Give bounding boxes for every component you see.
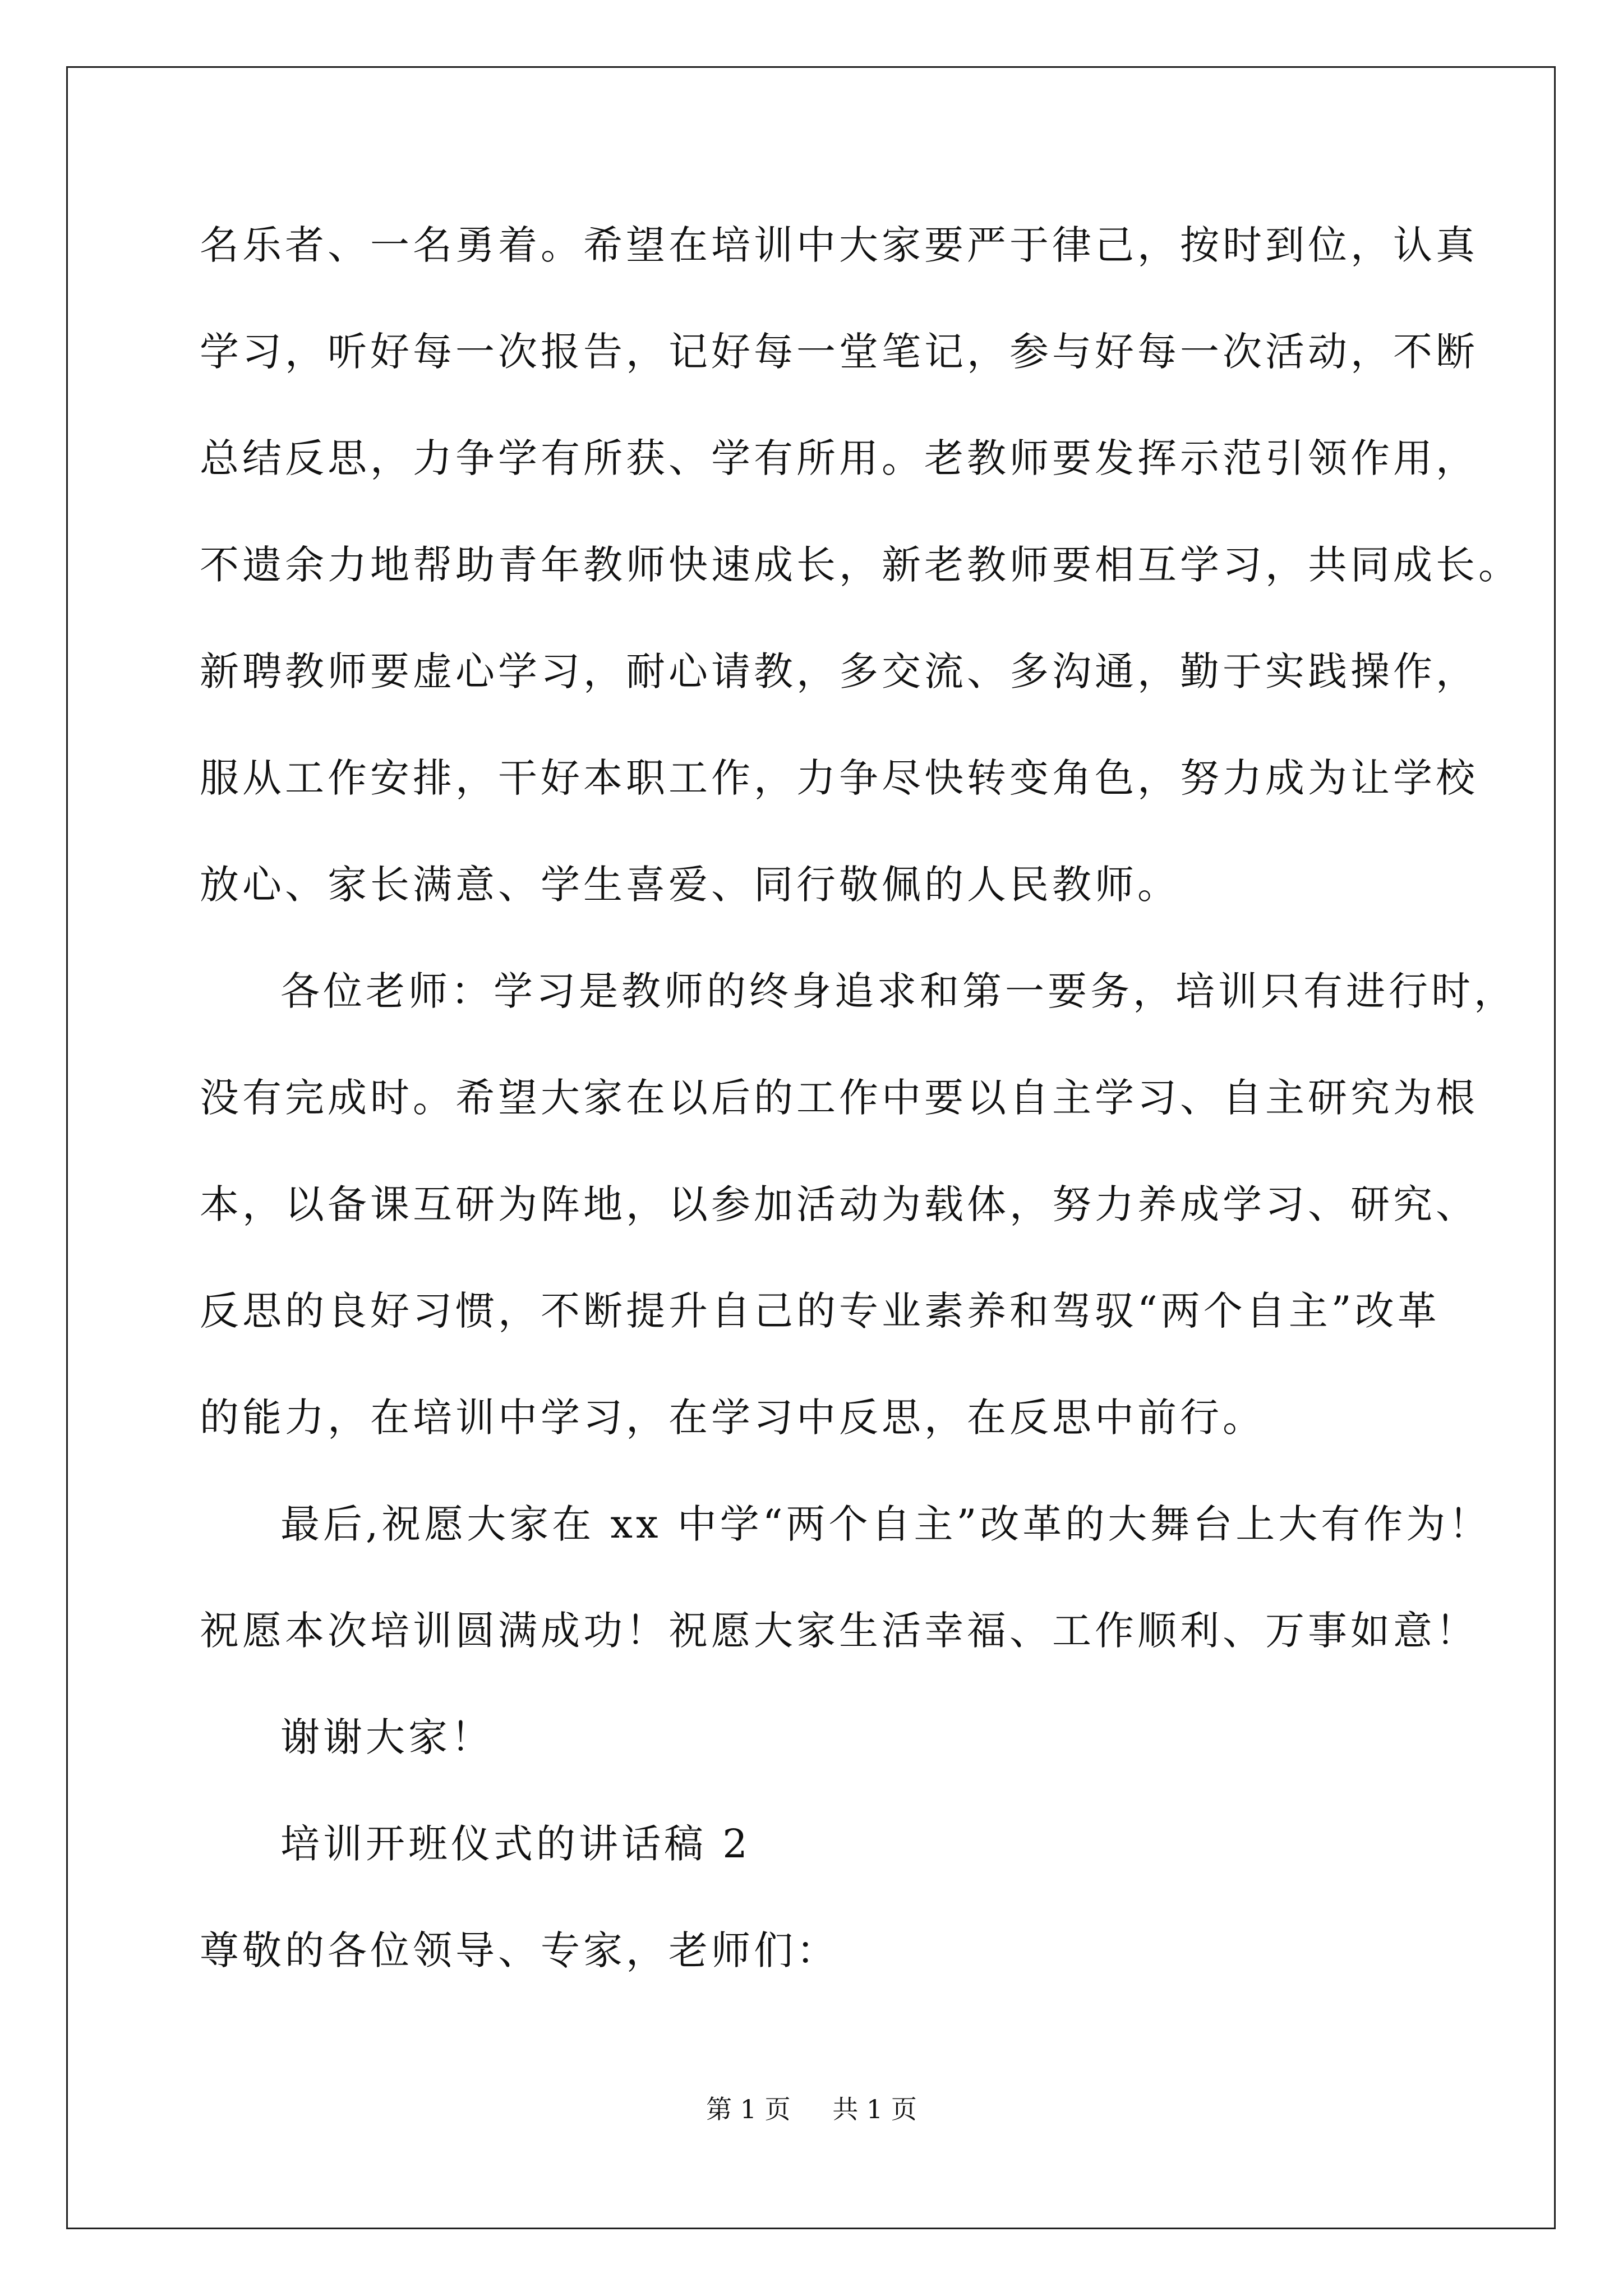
page-total: 共 1 页 xyxy=(832,2094,917,2124)
document-body xyxy=(200,214,1521,2026)
text-line: 名乐者、一名勇着。希望在培训中大家要严于律己，按时到位，认真 xyxy=(200,222,1478,268)
text-line: 本，以备课互研为阵地，以参加活动为载体，努力养成学习、研究、 xyxy=(200,1181,1478,1227)
salutation-line: 尊敬的各位领导、专家，老师们： xyxy=(200,1927,839,1973)
text-line: 新聘教师要虚心学习，耐心请教，多交流、多沟通，勤于实践操作， xyxy=(200,648,1478,694)
text-line: 最后,祝愿大家在 xx 中学“两个自主”改革的大舞台上大有作为！ xyxy=(280,1501,1492,1547)
text-line: 放心、家长满意、学生喜爱、同行敬佩的人民教师。 xyxy=(200,862,1180,908)
text-line: 不遗余力地帮助青年教师快速成长，新老教师要相互学习，共同成长。 xyxy=(200,542,1521,588)
text-line: 学习，听好每一次报告，记好每一堂笔记，参与好每一次活动，不断 xyxy=(200,329,1478,375)
page-number: 第 1 页 xyxy=(706,2094,791,2124)
text-line: 的能力，在培训中学习，在学习中反思，在反思中前行。 xyxy=(200,1395,1265,1441)
text-line: 服从工作安排，干好本职工作，力争尽快转变角色，努力成为让学校 xyxy=(200,755,1478,801)
text-line: 没有完成时。希望大家在以后的工作中要以自主学习、自主研究为根 xyxy=(200,1075,1478,1121)
text-line: 谢谢大家！ xyxy=(280,1714,494,1760)
page-footer xyxy=(0,2092,1623,2126)
text-line: 各位老师：学习是教师的终身追求和第一要务，培训只有进行时， xyxy=(280,968,1516,1014)
text-line: 总结反思，力争学有所获、学有所用。老教师要发挥示范引领作用， xyxy=(200,435,1478,481)
section-heading: 培训开班仪式的讲话稿 2 xyxy=(280,1821,751,1867)
text-line: 反思的良好习惯，不断提升自己的专业素养和驾驭“两个自主”改革 xyxy=(200,1288,1440,1334)
text-line: 祝愿本次培训圆满成功！祝愿大家生活幸福、工作顺利、万事如意！ xyxy=(200,1608,1478,1654)
